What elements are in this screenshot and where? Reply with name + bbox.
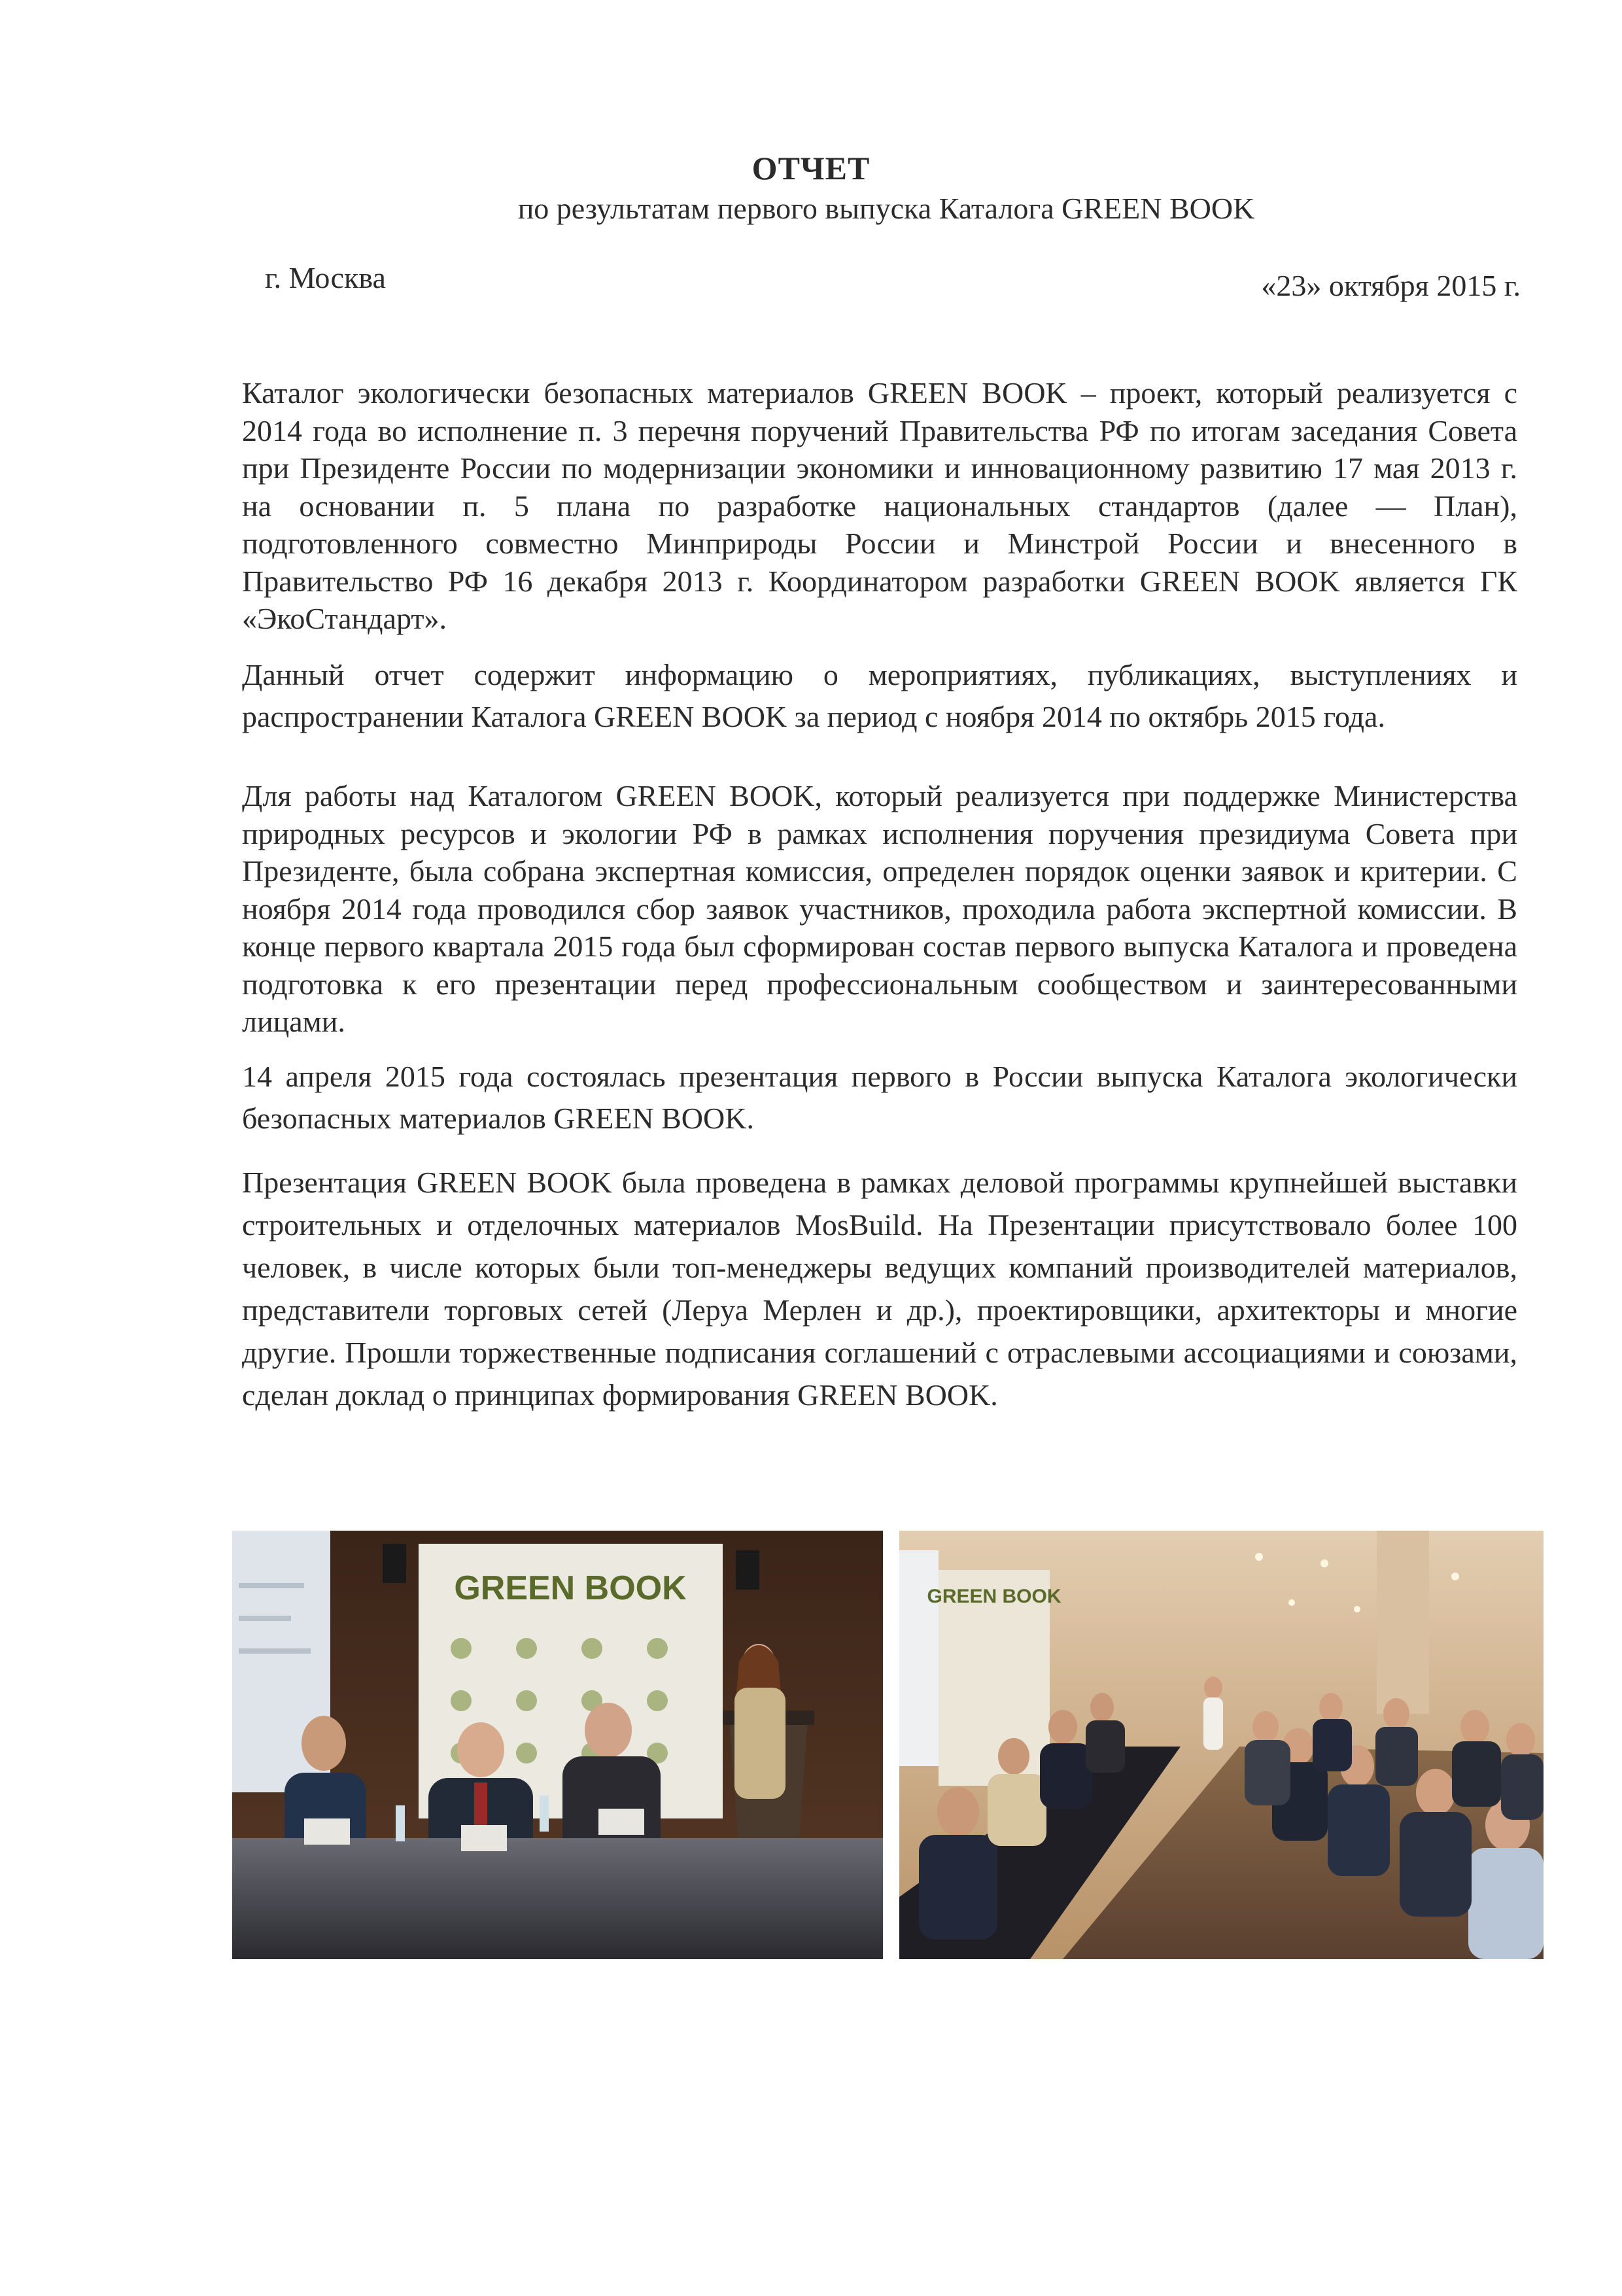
document-title: ОТЧЕТ xyxy=(751,150,871,186)
document-city: г. Москва xyxy=(265,261,386,294)
paragraph-work-process: Для работы над Каталогом GREEN BOOK, который реализуется при поддержке Министерства природных ресурсов и экологии РФ в рамках исполнения поручения президиума Совета при Президенте, была собрана экспертная комиссия, определен порядок оценки заявок и критерии. С ноября 2014 года проводился сбор заявок участников, проходила работа экспертной комиссии. В конце первого квартала 2015 года был сформирован состав первого выпуска Каталога и проведена подготовка к его презентации перед профессиональным сообществом и заинтересованными лицами. xyxy=(242,779,1517,1038)
paragraph-intro: Каталог экологически безопасных материалов GREEN BOOK – проект, который реализуется с 2014 года во исполнение п. 3 перечня поручений Правительства РФ по итогам заседания Совета при Президенте России по модернизации экономики и инновационному развитию 17 мая 2013 г. на основании п. 5 плана по разработке национальных стандартов (далее — План), подготовленного совместно Минприроды России и Минстрой России и внесенного в Правительство РФ 16 декабря 2013 г. Координатором разработки GREEN BOOK является ГК «ЭкоСтандарт». xyxy=(242,376,1517,635)
banner-logo-text: GREEN BOOK xyxy=(454,1569,687,1607)
paragraph-presentation-details: Презентация GREEN BOOK была проведена в рамках деловой программы крупнейшей выставки строительных и отделочных материалов MosBuild. На Презентации присутствовало более 100 человек, в числе которых были топ-менеджеры ведущих компаний производителей материалов, представители торговых сетей (Леруа Мерлен и др.), проектировщики, архитекторы и многие другие. Прошли торжественные подписания соглашений с отраслевыми ассоциациями и союзами, сделан доклад о принципах формирования GREEN BOOK. xyxy=(242,1166,1517,1412)
presentation-audience-photo xyxy=(899,1531,1544,1959)
document-date: «23» октября 2015 г. xyxy=(1261,269,1521,302)
banner-logo-text-right: GREEN BOOK xyxy=(927,1586,1061,1607)
paragraph-presentation-date: 14 апреля 2015 года состоялась презентация первого в России выпуска Каталога экологически безопасных материалов GREEN BOOK. xyxy=(242,1060,1517,1135)
paragraph-report-scope: Данный отчет содержит информацию о мероприятиях, публикациях, выступлениях и распространении Каталога GREEN BOOK за период с ноября 2014 по октябрь 2015 года. xyxy=(242,658,1517,733)
presentation-panel-photo xyxy=(232,1531,883,1959)
document-subtitle: по результатам первого выпуска Каталога GREEN BOOK xyxy=(517,192,1255,225)
